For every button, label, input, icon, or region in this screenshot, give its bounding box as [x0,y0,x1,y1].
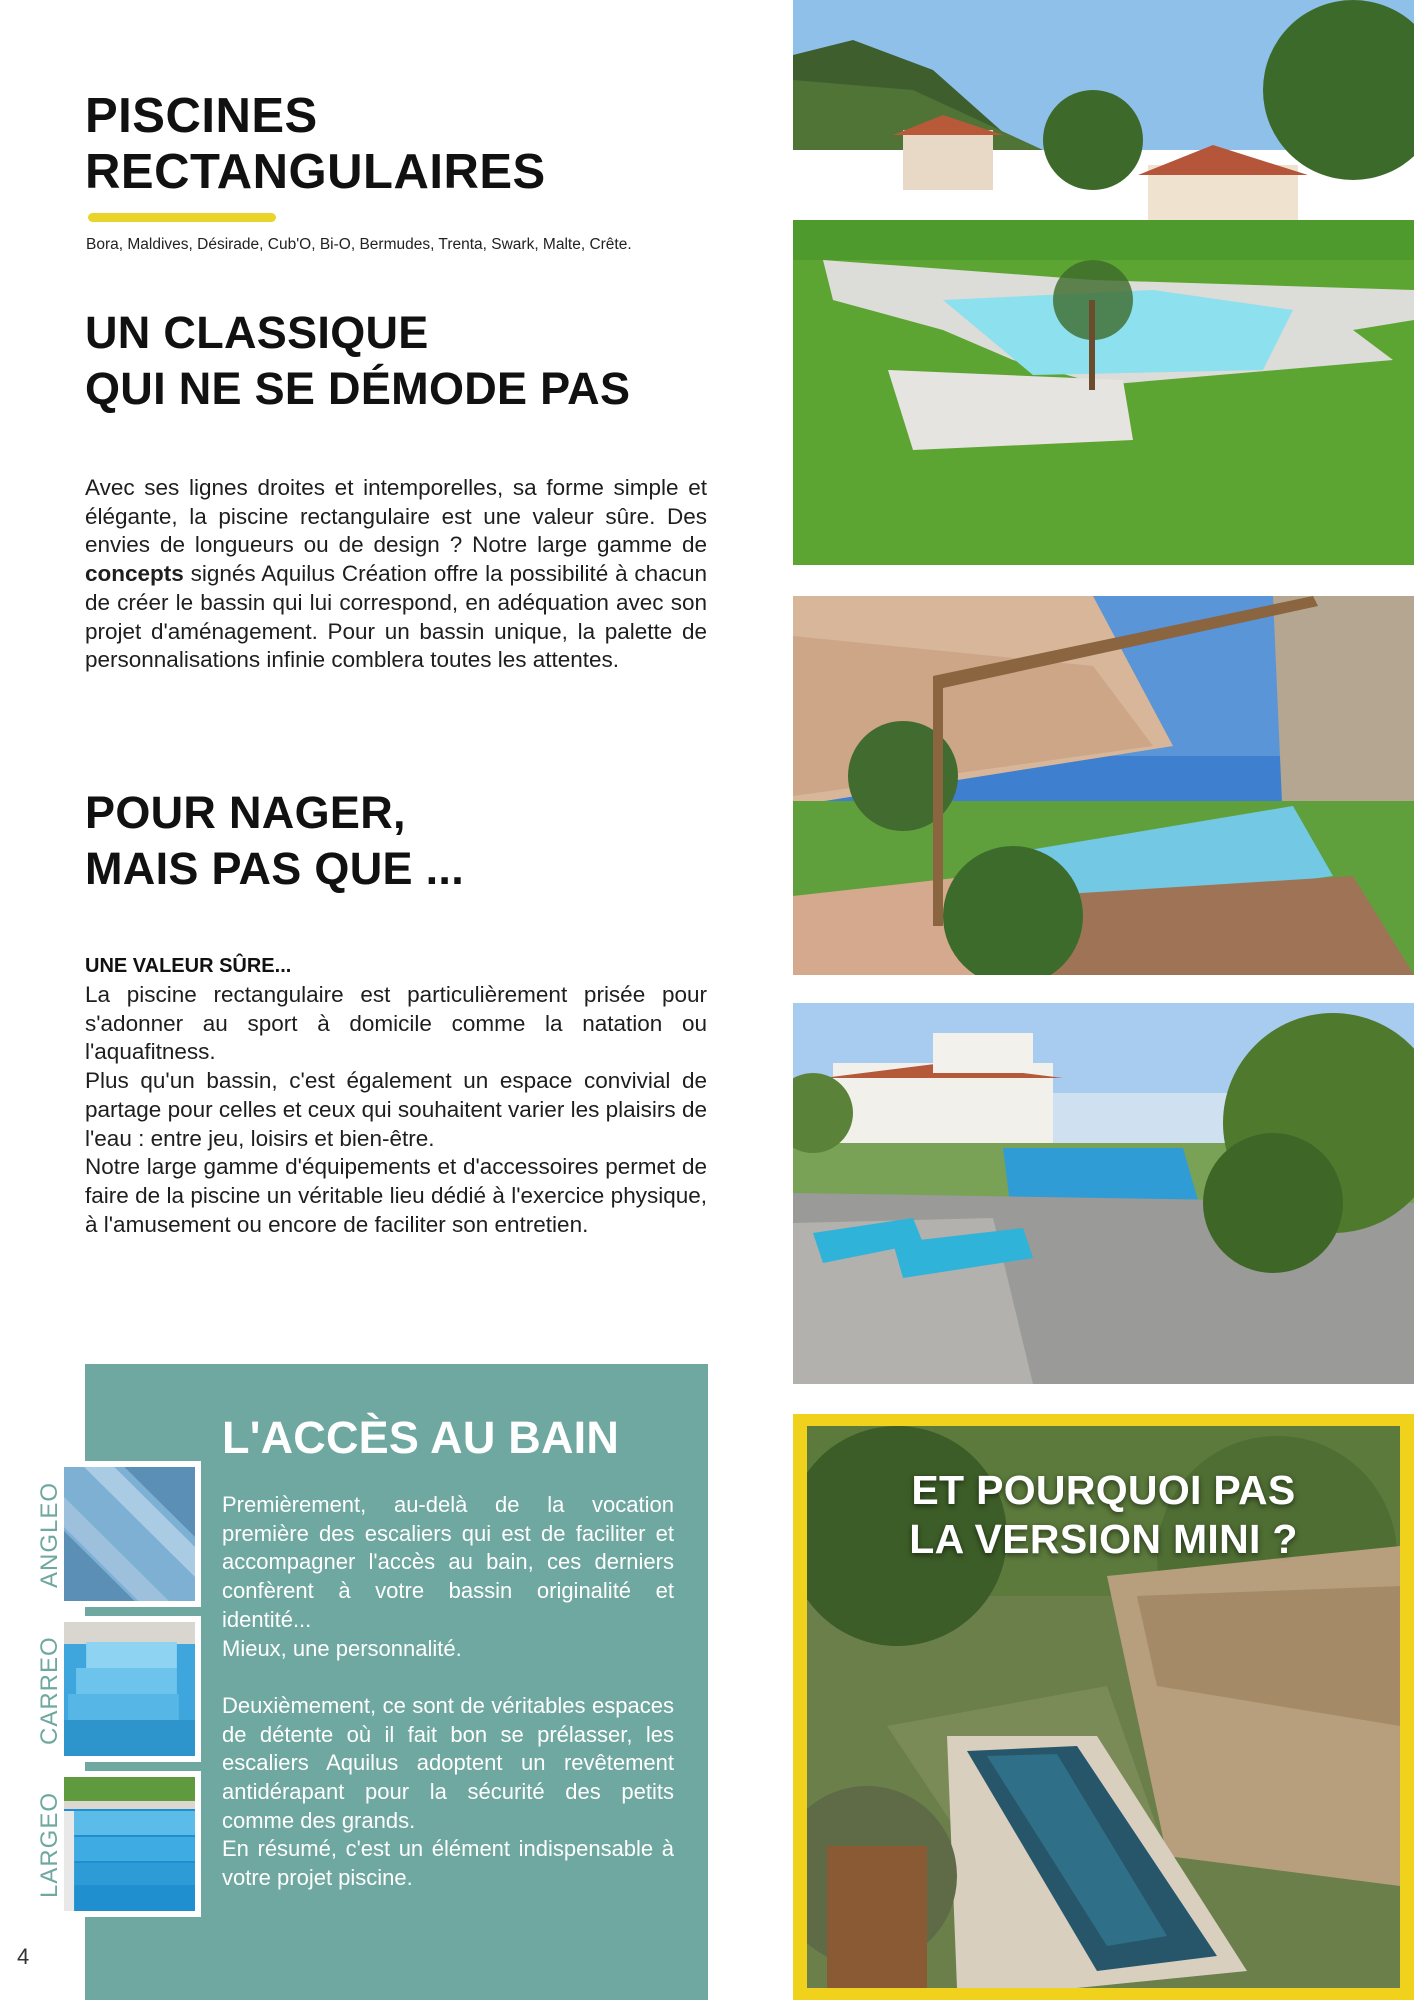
mini-title-line-2: LA VERSION MINI ? [909,1516,1298,1562]
title-line-1: PISCINES [85,89,318,143]
sport-para-1: La piscine rectangulaire est particulièrement prisée pour s'adonner au sport à domicile comme la natation ou l'aquafitness. [85,982,707,1065]
stair-label-largeo: LARGEO [36,1791,63,1898]
photo-deck-pool [793,1003,1414,1384]
stair-label-angleo: ANGLEO [36,1481,63,1588]
model-list: Bora, Maldives, Désirade, Cub'O, Bi-O, Bermudes, Trenta, Swark, Malte, Crête. [86,236,632,253]
title-line-2: RECTANGULAIRES [85,145,546,199]
heading-line-1: UN CLASSIQUE [85,307,429,358]
heading-line-1: POUR NAGER, [85,787,406,838]
access-title: L'ACCÈS AU BAIN [222,1412,620,1463]
subheading-valeur: UNE VALEUR SÛRE... [85,955,292,977]
sport-paragraphs [85,981,707,1239]
section-heading-swim [85,785,464,897]
access-para-1: Premièrement, au-delà de la vocation première des escaliers qui est de faciliter et accompagner l'accès au bain, ces derniers confèrent à votre bassin originalité et identité... [222,1492,674,1632]
access-paragraphs [222,1491,674,1893]
photo-garden-pool [793,0,1414,565]
mini-pool-panel [793,1414,1414,2000]
intro-text-start: Avec ses lignes droites et intemporelles, sa forme simple et élégante, la piscine rectangulaire est une valeur sûre. Des envies de longueurs ou de design ? Notre large gamme de [85,475,707,558]
page-title [85,88,546,200]
sport-para-3: Notre large gamme d'équipements et d'accessoires permet de faire de la piscine un véritable lieu dédié à l'exercice physique, à l'amusement ou encore de faciliter son entretien. [85,1154,707,1237]
sport-para-2: Plus qu'un bassin, c'est également un espace convivial de partage pour celles et ceux qui souhaitent varier les plaisirs de l'eau : entre jeu, loisirs et bien-être. [85,1068,707,1151]
stair-photo-largeo [58,1771,201,1917]
access-para-3: Deuxièmement, ce sont de véritables espaces de détente où il fait bon se prélasser, les escaliers Aquilus adoptent un revêtement antidérapant pour la sécurité des petits comme des grands. [222,1692,674,1833]
stair-label-carreo: CARREO [36,1636,63,1745]
access-para-2: Mieux, une personnalité. [222,1635,462,1661]
photo-terrace-pool [793,596,1414,975]
intro-text-bold: concepts [85,561,184,587]
title-underline [88,213,276,222]
intro-paragraph [85,474,707,675]
intro-text-end: signés Aquilus Création offre la possibilité à chacun de créer le bassin qui lui correspond, en adéquation avec son projet d'aménagement. Pour un bassin unique, la palette de personnalisations infinie comblera toutes les attentes. [85,561,707,673]
mini-pool-title [807,1466,1400,1564]
heading-line-2: QUI NE SE DÉMODE PAS [85,363,631,414]
mini-title-line-1: ET POURQUOI PAS [911,1467,1296,1513]
access-para-4: En résumé, c'est un élément indispensable à votre projet piscine. [222,1836,674,1891]
page-number: 4 [17,1944,30,1969]
stair-photo-angleo [58,1461,201,1607]
stair-photo-carreo [58,1616,201,1762]
heading-line-2: MAIS PAS QUE ... [85,843,465,894]
section-heading-classic [85,305,630,417]
